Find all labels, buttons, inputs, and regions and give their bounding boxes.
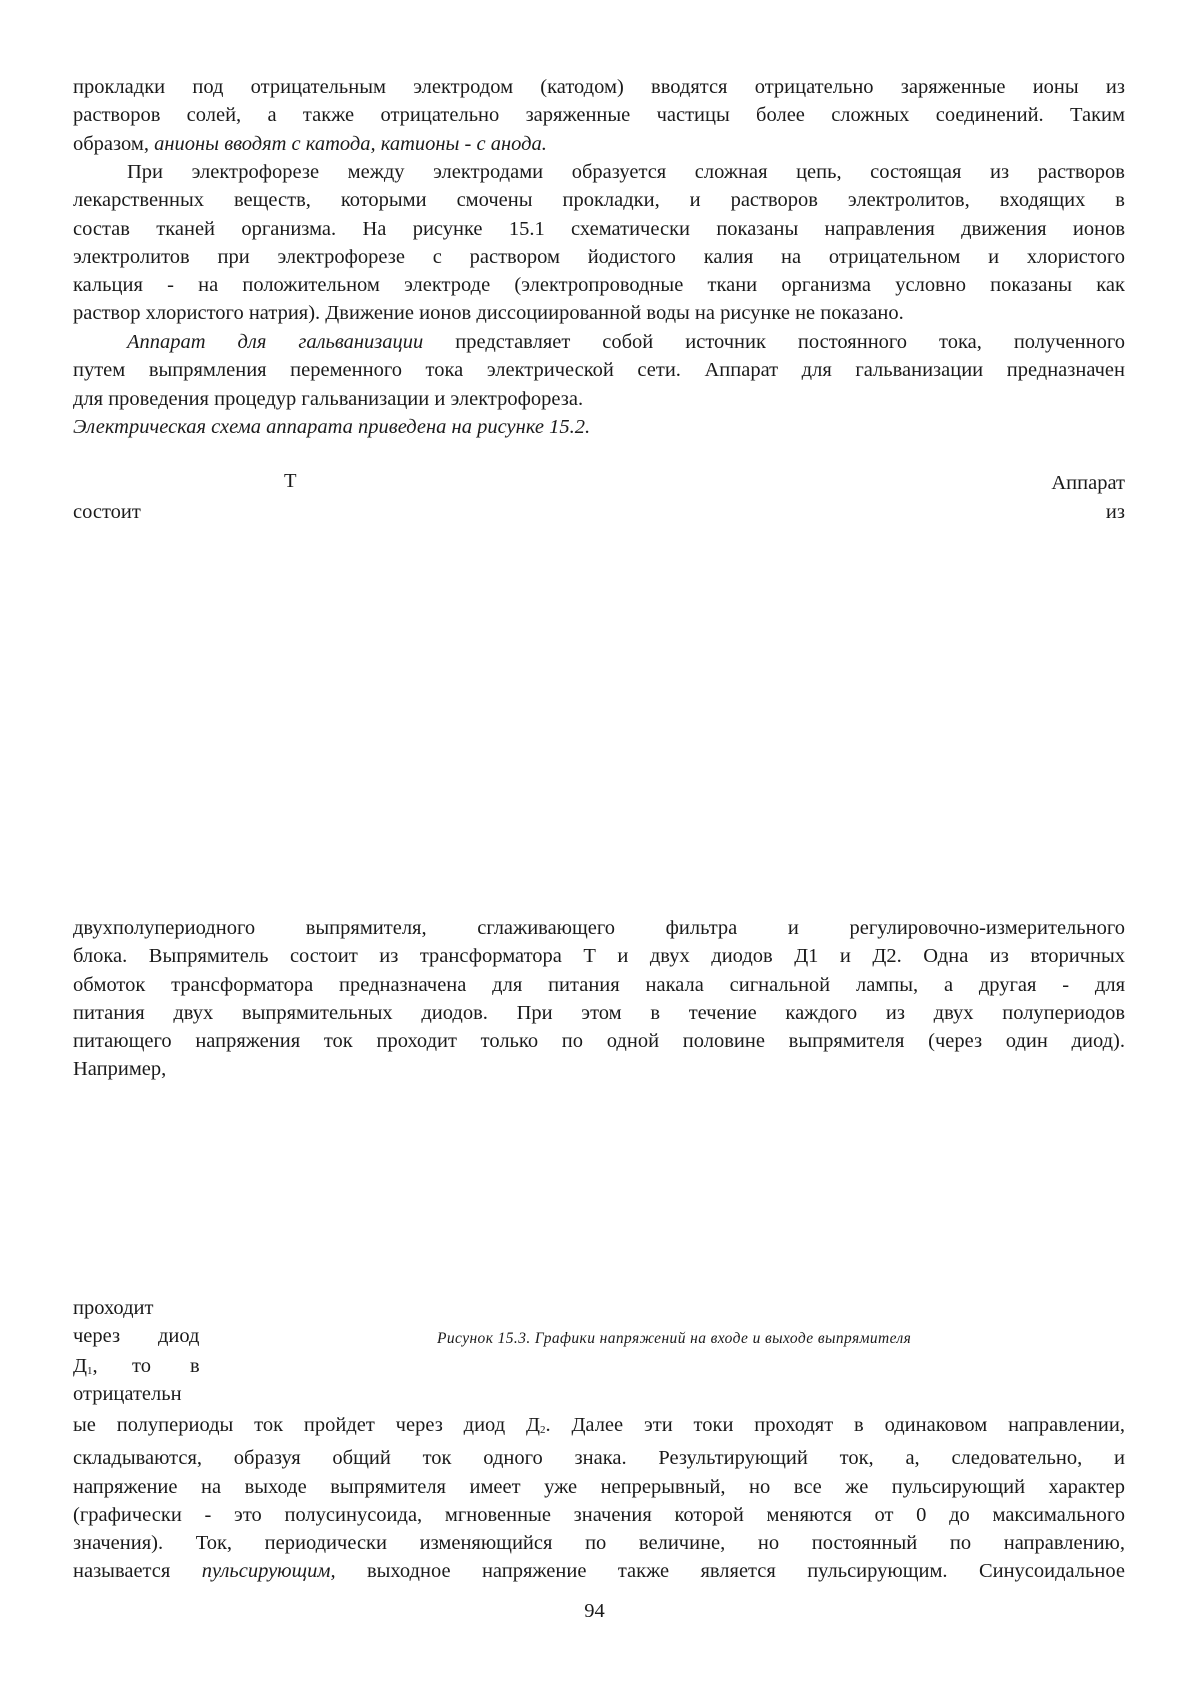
subscript: 1 (86, 1365, 93, 1377)
subscript: 2 (539, 1424, 546, 1436)
text-line: Например, (73, 1058, 167, 1081)
text-fragment: выходное напряжение также является пульсирующим. Синусоидальное (335, 1560, 1125, 1583)
text-line: путем выпрямления переменного тока электрической сети. Аппарат для гальванизации предназначен (73, 359, 1125, 382)
paragraph-anions-cations (73, 73, 1125, 158)
text-line (73, 130, 1125, 158)
italic-text: анионы вводят с катода, катионы - с анода. (154, 132, 547, 155)
text-line: напряжение на выходе выпрямителя имеет уже непрерывный, но все же пульсирующий характер (73, 1475, 1125, 1498)
page-number: 94 (584, 1600, 605, 1622)
text-line (73, 1557, 1125, 1585)
text-line: питающего напряжения ток проходит только по одной половине выпрямителя (через один диод). (73, 1030, 1125, 1053)
figure-caption: Рисунок 15.3. Графики напряжений на входе и выходе выпрямителя (437, 1330, 912, 1347)
fragment-iz: из (1105, 501, 1125, 523)
text-line (73, 1411, 1125, 1444)
text-line: растворов солей, а также отрицательно заряженные частицы более сложных соединений. Таким (73, 104, 1125, 127)
paragraph-electrophoresis (73, 158, 1125, 328)
text-fragment: ые полупериоды ток пройдет через диод Д (73, 1414, 540, 1436)
text-line: раствор хлористого натрия). Движение ионов диссоциированной воды на рисунке не показано. (73, 302, 904, 325)
fragment-apparat: Аппарат (1051, 472, 1125, 494)
italic-term: Аппарат для гальванизации (127, 331, 424, 353)
text-line: электролитов при электрофорезе с раствором йодистого калия на отрицательном и хлористого (73, 245, 1125, 268)
text-fragment: , (92, 1355, 98, 1377)
side-fragment: отрицательн (73, 1383, 182, 1405)
text-line: складываются, образуя общий ток одного знака. Результирующий ток, а, следовательно, и (73, 1447, 1125, 1470)
side-fragment: в (190, 1355, 200, 1377)
figure-reference: Электрическая схема аппарата приведена на рисунке 15.2. (73, 415, 591, 438)
text-line (73, 328, 1125, 356)
text-line: прокладки под отрицательным электродом (катодом) вводятся отрицательно заряженные ионы из (73, 76, 1125, 98)
text-fragment: образом, (73, 132, 155, 155)
text-line: значения). Ток, периодически изменяющийся по величине, но постоянный по направлению, (73, 1532, 1125, 1555)
text-line: лекарственных веществ, которыми смочены прокладки, и растворов электролитов, входящих в (73, 189, 1125, 212)
text-line: обмоток трансформатора предназначена для питания накала сигнальной лампы, а другая - для (73, 973, 1125, 996)
paragraph-rectifier (73, 914, 1125, 1084)
text-line: блока. Выпрямитель состоит из трансформатора Т и двух диодов Д1 и Д2. Одна из вторичных (73, 945, 1125, 968)
text-line: При электрофорезе между электродами образуется сложная цепь, состоящая из растворов (127, 161, 1125, 183)
paragraph-galvanization-apparatus (73, 328, 1125, 441)
side-fragment: проходит (73, 1297, 154, 1319)
text-line: для проведения процедур гальванизации и электрофореза. (73, 387, 584, 410)
text-line: (графически - это полусинусоида, мгновенные значения которой меняются от 0 до максимального (73, 1503, 1125, 1526)
side-fragment (73, 1355, 98, 1378)
text-line: питания двух выпрямительных диодов. При этом в течение каждого из двух полупериодов (73, 1001, 1125, 1024)
italic-term: пульсирующим, (201, 1560, 336, 1583)
side-fragment: то (132, 1355, 151, 1377)
fragment-sostoit: состоит (73, 501, 141, 523)
text-fragment: . Далее эти токи проходят в одинаковом направлении, (545, 1414, 1125, 1436)
side-fragment: через (73, 1325, 121, 1347)
text-line: двухполупериодного выпрямителя, сглаживающего фильтра и регулировочно-измерительного (73, 917, 1125, 939)
text-line: состав тканей организма. На рисунке 15.1 схематически показаны направления движения ионов (73, 217, 1125, 240)
text-fragment: Д (73, 1355, 87, 1377)
text-fragment: представляет собой источник постоянного тока, полученного (423, 331, 1125, 353)
text-fragment: называется (73, 1560, 202, 1583)
paragraph-pulsating-current (73, 1411, 1125, 1586)
side-fragment: диод (158, 1325, 200, 1347)
fragment-t: Т (284, 470, 297, 492)
text-line: кальция - на положительном электроде (электропроводные ткани организма условно показаны как (73, 274, 1125, 297)
